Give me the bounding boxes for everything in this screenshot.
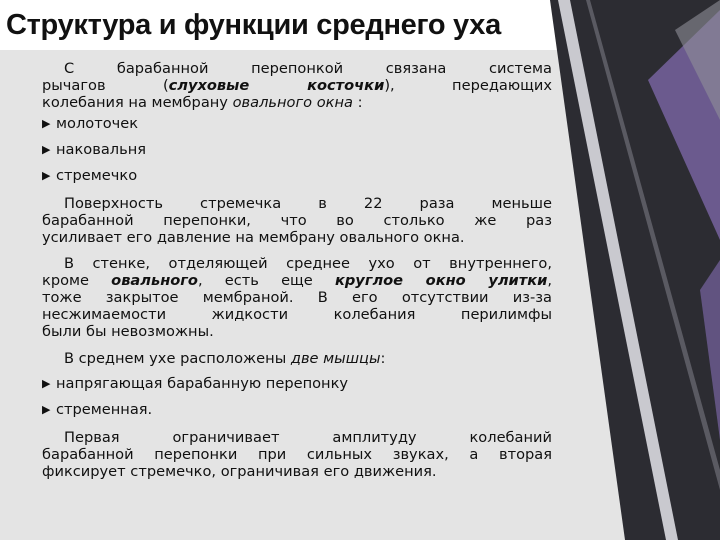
list-item: ▶ наковальня <box>42 137 552 163</box>
term-two-muscles: две мышцы <box>290 350 381 368</box>
term-ossicles: слуховые косточки <box>168 77 385 95</box>
paragraph-round-window-line3: тоже закрытое мембраной. В его отсутствии из-за <box>42 288 552 306</box>
paragraph-ossicles-line2: рычагов (слуховые косточки), передающих <box>42 77 553 95</box>
paragraph-round-window-line4: несжимаемости жидкости колебания перилимфы <box>42 305 552 323</box>
triangle-right-icon: ▶ <box>42 117 51 131</box>
triangle-right-icon: ▶ <box>42 403 51 417</box>
paragraph-round-window-line2: кроме овального, есть еще круглое окно улитки, <box>42 271 552 289</box>
term-oval-window: овального окна <box>232 94 353 112</box>
paragraph-function-line2: барабанной перепонки при сильных звуках, а вторая <box>42 446 552 464</box>
muscles-list <box>42 371 552 423</box>
ossicles-list <box>42 111 552 189</box>
paragraph-ossicles-line1: С барабанной перепонкой связана система <box>64 60 552 77</box>
paragraph-function-line3: фиксирует стремечко, ограничивая его движения. <box>42 463 437 481</box>
list-item: ▶ стремечко <box>42 163 552 189</box>
triangle-right-icon: ▶ <box>42 143 51 157</box>
list-item: ▶ напрягающая барабанную перепонку <box>42 371 552 397</box>
list-item: ▶ стременная. <box>42 397 552 423</box>
paragraph-function-line1: Первая ограничивает амплитуду колебаний <box>64 429 552 447</box>
term-oval: овального <box>111 271 198 289</box>
paragraph-stapes-line3: усиливает его давление на мембрану овального окна. <box>42 229 465 247</box>
slide-body <box>42 60 552 480</box>
list-item: ▶ молоточек <box>42 111 552 137</box>
paragraph-ossicles-line3: колебания на мембрану овального окна : <box>42 94 363 112</box>
paragraph-stapes-line1: Поверхность стремечка в 22 раза меньше <box>64 195 552 213</box>
paragraph-round-window-line5: были бы невозможны. <box>42 322 214 340</box>
triangle-right-icon: ▶ <box>42 377 51 391</box>
paragraph-round-window-line1: В стенке, отделяющей среднее ухо от внутреннего, <box>64 254 552 272</box>
paragraph-stapes-line2: барабанной перепонки, что во столько же раз <box>42 212 552 230</box>
decorative-shapes <box>550 0 720 540</box>
paragraph-muscles: В среднем ухе расположены две мышцы: <box>64 350 386 368</box>
slide-title: Структура и функции среднего уха <box>0 0 562 50</box>
triangle-right-icon: ▶ <box>42 169 51 183</box>
term-round-window: круглое окно улитки <box>334 271 548 289</box>
